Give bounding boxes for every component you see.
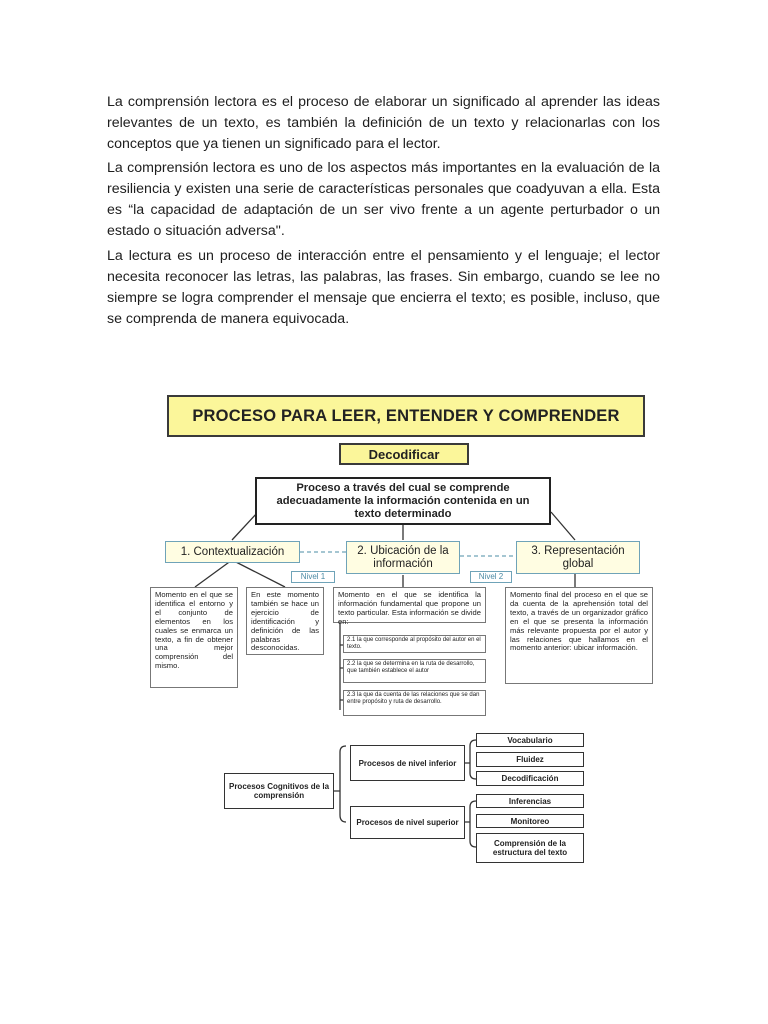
level-1-label: Nivel 1 <box>291 571 335 583</box>
sub-2-3: 2.3 la que da cuenta de las relaciones que se dan entre propósito y ruta de desarrollo. <box>343 690 486 716</box>
desc-representacion: Momento final del proceso en el que se da cuenta de la aprehensión total del texto, a través de un organizador gráfico en el que se presenta la información más relevante propuesta por el autor y las relaciones que hallamos en el momento anterior: ubicar información. <box>505 587 653 684</box>
desc-palabras: En este momento también se hace un ejercicio de identificación y definición de las palabras desconocidas. <box>246 587 324 655</box>
main-process-box: Proceso a través del cual se comprende adecuadamente la información contenida en un texto determinado <box>255 477 551 525</box>
cognitive-processes-root: Procesos Cognitivos de la comprensión <box>224 773 334 809</box>
paragraph-1: La comprensión lectora es el proceso de elaborar un significado al aprender las ideas relevantes de un texto, es también la definición de un texto y relacionarlas con los conceptos que ya tienen un significado para el lector. <box>107 94 660 152</box>
step-representacion: 3. Representación global <box>516 541 640 574</box>
desc-ubicacion: Momento en el que se identifica la información fundamental que propone un texto particular. Esta información se divide en: <box>333 587 486 623</box>
step-contextualizacion: 1. Contextualización <box>165 541 300 563</box>
sub-2-2: 2.2 la que se determina en la ruta de desarrollo, que también establece el autor <box>343 659 486 683</box>
leaf-comprension-estructura: Comprensión de la estructura del texto <box>476 833 584 863</box>
step-ubicacion: 2. Ubicación de la información <box>346 541 460 574</box>
leaf-fluidez: Fluidez <box>476 752 584 767</box>
diagram-title: PROCESO PARA LEER, ENTENDER Y COMPRENDER <box>167 395 645 437</box>
lower-level-processes: Procesos de nivel inferior <box>350 745 465 781</box>
leaf-decodificacion: Decodificación <box>476 771 584 786</box>
upper-level-processes: Procesos de nivel superior <box>350 806 465 839</box>
desc-contextualizacion: Momento en el que se identifica el entorno y el conjunto de elementos en los cuales se enmarca un texto, a fin de obtener una mejor comprensión del mismo. <box>150 587 238 688</box>
paragraph-2: La comprensión lectora es uno de los aspectos más importantes en la evaluación de la resiliencia y existen una serie de características personales que coadyuvan a ella. Esta es “la capacidad de adaptación de un ser vivo frente a un agente perturbador o un estado o situación adversa". <box>107 160 660 239</box>
leaf-monitoreo: Monitoreo <box>476 814 584 828</box>
leaf-inferencias: Inferencias <box>476 794 584 808</box>
leaf-vocabulario: Vocabulario <box>476 733 584 747</box>
level-2-label: Nivel 2 <box>470 571 512 583</box>
paragraph-3: La lectura es un proceso de interacción entre el pensamiento y el lenguaje; el lector necesita reconocer las letras, las palabras, las frases. Sin embargo, cuando se lee no siempre se logra comprender el mensaje que encierra el texto; es posible, incluso, que se comprenda de manera equivocada. <box>107 248 660 327</box>
sub-2-1: 2.1 la que corresponde al propósito del autor en el texto. <box>343 635 486 653</box>
decodificar-box: Decodificar <box>339 443 469 465</box>
